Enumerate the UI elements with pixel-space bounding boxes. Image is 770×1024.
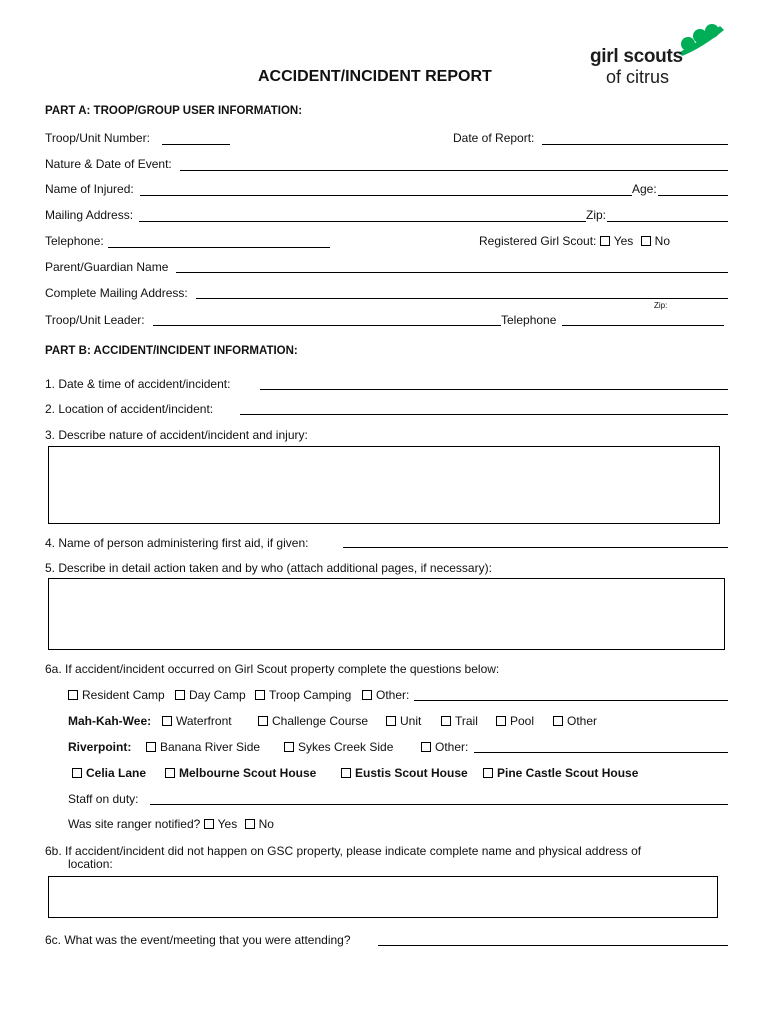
registered-yes-checkbox[interactable]: [600, 236, 610, 246]
ranger-no-checkbox[interactable]: [245, 819, 255, 829]
eustis-checkbox[interactable]: [341, 768, 351, 778]
troop-unit-number-field[interactable]: [162, 144, 230, 145]
q5-textbox[interactable]: [48, 578, 725, 650]
unit-checkbox[interactable]: [386, 716, 396, 726]
melbourne-checkbox[interactable]: [165, 768, 175, 778]
troop-camping-option: [255, 688, 351, 702]
trail-option: [441, 714, 478, 728]
day-camp-option: [175, 688, 246, 702]
zip-field[interactable]: [607, 221, 728, 222]
troop-camping-checkbox[interactable]: [255, 690, 265, 700]
age-label: Age:: [632, 182, 657, 196]
ranger-yes-label: Yes: [217, 817, 238, 831]
parent-guardian-label: Parent/Guardian Name: [45, 260, 169, 274]
q6b-textbox[interactable]: [48, 876, 718, 918]
other2-checkbox[interactable]: [553, 716, 563, 726]
q5-label: 5. Describe in detail action taken and by who (attach additional pages, if necessary):: [45, 561, 492, 575]
melbourne-option: [165, 766, 316, 780]
celia-lane-option: [72, 766, 146, 780]
banana-river-option: [146, 740, 260, 754]
eustis-label: Eustis Scout House: [355, 766, 468, 780]
mailing-address-label: Mailing Address:: [45, 208, 134, 222]
q1-label: 1. Date & time of accident/incident:: [45, 377, 231, 391]
other-label: Other:: [376, 688, 410, 702]
banana-river-checkbox[interactable]: [146, 742, 156, 752]
mailing-address-field[interactable]: [139, 221, 586, 222]
logo-line2: of citrus: [606, 67, 670, 87]
pool-checkbox[interactable]: [496, 716, 506, 726]
q6c-field[interactable]: [378, 945, 728, 946]
sykes-creek-option: [284, 740, 393, 754]
q3-textbox[interactable]: [48, 446, 720, 524]
trail-checkbox[interactable]: [441, 716, 451, 726]
part-b-heading: PART B: ACCIDENT/INCIDENT INFORMATION:: [45, 345, 298, 357]
q4-field[interactable]: [343, 547, 728, 548]
q4-label: 4. Name of person administering first aid, if given:: [45, 536, 309, 550]
ranger-yes-checkbox[interactable]: [204, 819, 214, 829]
q2-label: 2. Location of accident/incident:: [45, 402, 214, 416]
q3-label: 3. Describe nature of accident/incident and injury:: [45, 428, 308, 442]
troop-unit-number-label: Troop/Unit Number:: [45, 131, 150, 145]
staff-on-duty-label: Staff on duty:: [68, 792, 139, 806]
complete-mailing-label: Complete Mailing Address:: [45, 286, 188, 300]
age-field[interactable]: [658, 195, 728, 196]
other-field[interactable]: [414, 700, 728, 701]
complete-mailing-field[interactable]: [196, 298, 728, 299]
registered-label: Registered Girl Scout:: [479, 234, 597, 248]
other-checkbox[interactable]: [362, 690, 372, 700]
ranger-notified-label: Was site ranger notified?: [68, 817, 201, 831]
telephone-field[interactable]: [108, 247, 330, 248]
leader-telephone-field[interactable]: [562, 325, 724, 326]
resident-camp-label: Resident Camp: [82, 688, 165, 702]
parent-guardian-field[interactable]: [176, 272, 728, 273]
other-option: [362, 688, 409, 702]
other2-option: [553, 714, 597, 728]
day-camp-checkbox[interactable]: [175, 690, 185, 700]
q6c-label: 6c. What was the event/meeting that you were attending?: [45, 933, 351, 947]
eustis-option: [341, 766, 468, 780]
nature-date-field[interactable]: [180, 170, 728, 171]
resident-camp-checkbox[interactable]: [68, 690, 78, 700]
q1-field[interactable]: [260, 389, 728, 390]
registered-no-label: No: [654, 234, 670, 248]
celia-lane-checkbox[interactable]: [72, 768, 82, 778]
ranger-no-label: No: [258, 817, 274, 831]
celia-lane-label: Celia Lane: [86, 766, 147, 780]
q6b-label-line2: location:: [68, 857, 113, 871]
mahkahwee-label: Mah-Kah-Wee:: [68, 714, 152, 728]
registered-no-checkbox[interactable]: [641, 236, 651, 246]
pool-option: [496, 714, 534, 728]
ranger-notified: [68, 817, 274, 831]
name-injured-field[interactable]: [140, 195, 632, 196]
zip-label: Zip:: [586, 208, 607, 222]
registered-yes-label: Yes: [613, 234, 634, 248]
riverpoint-label: Riverpoint:: [68, 740, 132, 754]
troop-camping-label: Troop Camping: [269, 688, 352, 702]
other2-label: Other: [567, 714, 598, 728]
other3-field[interactable]: [474, 752, 728, 753]
challenge-course-option: [258, 714, 368, 728]
nature-date-label: Nature & Date of Event:: [45, 157, 172, 171]
trail-label: Trail: [455, 714, 478, 728]
challenge-course-checkbox[interactable]: [258, 716, 268, 726]
telephone-label: Telephone:: [45, 234, 104, 248]
waterfront-checkbox[interactable]: [162, 716, 172, 726]
name-injured-label: Name of Injured:: [45, 182, 134, 196]
q6b-label-line1: 6b. If accident/incident did not happen on GSC property, please indicate complete name and physical address of: [45, 844, 642, 858]
banana-river-label: Banana River Side: [160, 740, 261, 754]
pine-castle-label: Pine Castle Scout House: [497, 766, 639, 780]
other3-option: [421, 740, 468, 754]
q6a-label: 6a. If accident/incident occurred on Girl Scout property complete the questions below:: [45, 662, 500, 676]
melbourne-label: Melbourne Scout House: [179, 766, 317, 780]
troop-leader-field[interactable]: [153, 325, 501, 326]
staff-on-duty-field[interactable]: [150, 804, 728, 805]
resident-camp-option: [68, 688, 165, 702]
unit-option: [386, 714, 421, 728]
registered-girl-scout: [479, 234, 670, 248]
zip-small-label: Zip:: [654, 301, 668, 310]
pine-castle-option: [483, 766, 638, 780]
challenge-course-label: Challenge Course: [272, 714, 369, 728]
q2-field[interactable]: [240, 414, 728, 415]
day-camp-label: Day Camp: [189, 688, 246, 702]
other3-checkbox[interactable]: [421, 742, 431, 752]
date-of-report-label: Date of Report:: [453, 131, 535, 145]
troop-leader-label: Troop/Unit Leader:: [45, 313, 145, 327]
part-a-heading: PART A: TROOP/GROUP USER INFORMATION:: [45, 105, 303, 117]
sykes-creek-label: Sykes Creek Side: [298, 740, 394, 754]
logo-line1: girl scouts: [590, 46, 683, 67]
waterfront-option: [162, 714, 232, 728]
unit-label: Unit: [400, 714, 422, 728]
report-title: ACCIDENT/INCIDENT REPORT: [258, 68, 492, 85]
waterfront-label: Waterfront: [176, 714, 232, 728]
other3-label: Other:: [435, 740, 469, 754]
pine-castle-checkbox[interactable]: [483, 768, 493, 778]
sykes-creek-checkbox[interactable]: [284, 742, 294, 752]
date-of-report-field[interactable]: [542, 144, 728, 145]
pool-label: Pool: [510, 714, 535, 728]
leader-telephone-label: Telephone: [501, 313, 557, 327]
